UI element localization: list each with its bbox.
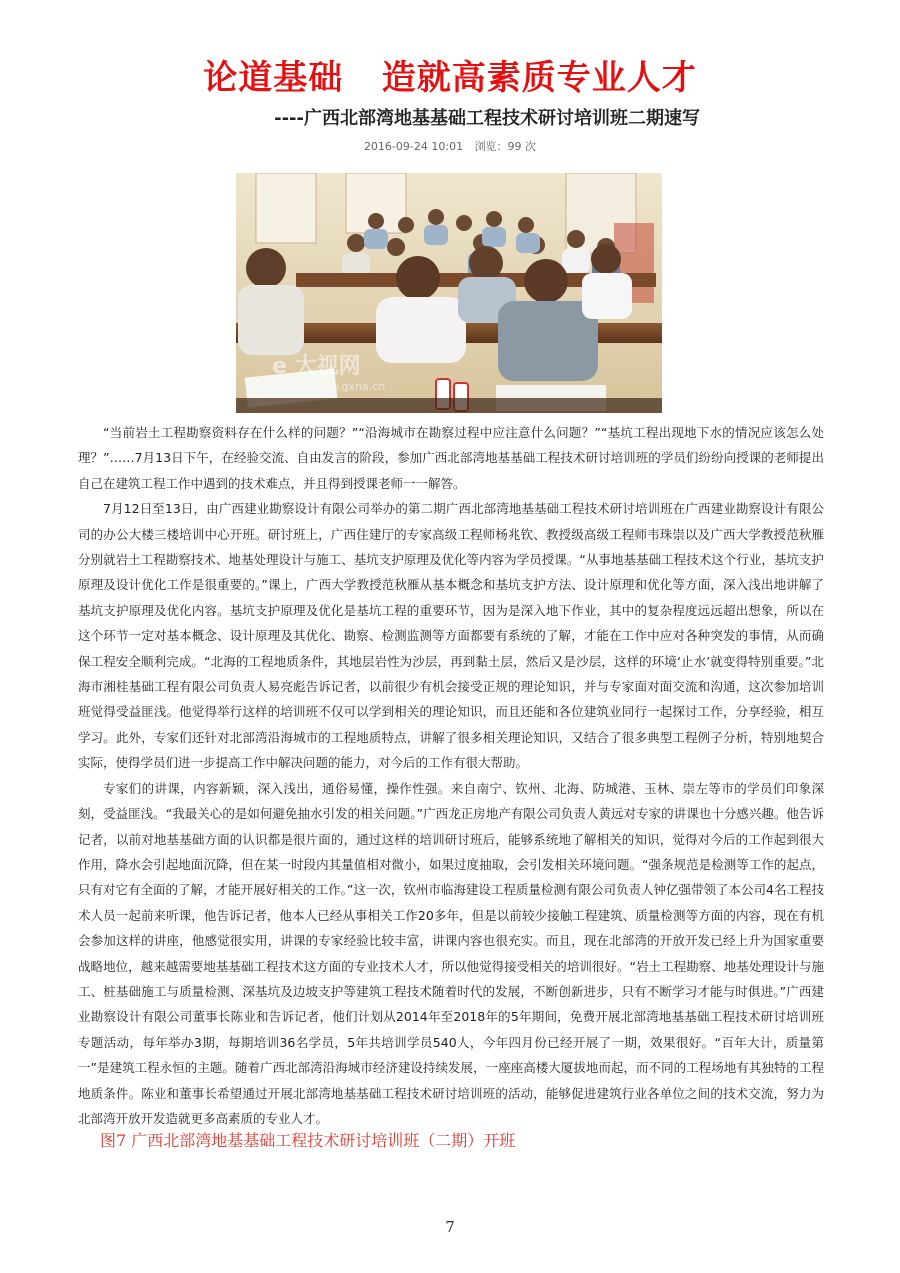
article-title: 论道基础 造就高素质专业人才 <box>203 58 697 98</box>
article-paragraph: 7月12日至13日，由广西建业勘察设计有限公司举办的第二期广西北部湾地基基础工程技术研讨培训班在广西建业勘察设计有限公司的办公大楼三楼培训中心开班。研讨班上，广西住建厅的专家高级工程师杨兆钦、教授级高级工程师韦珠崇以及广西大学教授范秋雁分别就岩土工程勘察技术、地基处理设计与施工、基坑支护原理及优化等内容为学员授课。“从事地基基础工程技术这个行业，基坑支护原理及设计优化工作是很重要的。”课上，广西大学教授范秋雁从基本概念和基坑支护方法、设计原理和优化等方面，深入浅出地讲解了基坑支护原理及优化内容。基坑支护原理及优化是基坑工程的重要环节，因为是深入地下作业，其中的复杂程度远远超出想象，所以在这个环节一定对基本概念、设计原理及其优化、勘察、检测监测等方面都要有系统的了解，才能在工作中应对各种突发的事情，从而确保工程安全顺利完成。“北海的工程地质条件，其地层岩性为沙层，再到黏土层，然后又是沙层，这样的环境‘止水’就变得特别重要。”北海市湘桂基础工程有限公司负责人易亮彪告诉记者，以前很少有机会接受正规的理论知识，并与专家面对面交流和沟通，这次参加培训班觉得受益匪浅。他觉得举行这样的培训班不仅可以学到相关的理论知识，而且还能和各位建筑业同行一起探讨工作，分享经验，相互学习。此外，专家们还针对北部湾沿海城市的工程地质特点，讲解了很多相关理论知识，又结合了很多典型工程例子分析，特别地契合实际，使得学员们进一步提高工作中解决问题的能力，对今后的工作有很大帮助。 <box>78 501 824 771</box>
article-paragraph: 专家们的讲课，内容新颖，深入浅出，通俗易懂，操作性强。来自南宁、钦州、北海、防城港、玉林、崇左等市的学员们印象深刻，受益匪浅。“我最关心的是如何避免抽水引发的相关问题。”广西龙正房地产有限公司负责人黄远对专家的讲课也十分感兴趣。他告诉记者，以前对地基基础方面的认识都是很片面的，通过这样的培训研讨班后，能够系统地了解相关的知识，觉得对今后的工作起到很大作用，降水会引起地面沉降，但在某一时段内其量值相对微小，如果过度抽取，会引发相关环境问题。“强条规范是检测等工作的起点，只有对它有全面的了解，才能开展好相关的工作。”这一次，钦州市临海建设工程质量检测有限公司负责人钟亿强带领了本公司4名工程技术人员一起前来听课，他告诉记者，他本人已经从事相关工作20多年，但是以前较少接触工程建筑、质量检测等方面的内容，现在有机会参加这样的讲座，他感觉很实用，讲课的专家经验比较丰富，讲课内容也很充实。而且，现在北部湾的开放开发已经上升为国家重要战略地位，越来越需要地基基础工程技术这方面的专业技术人才，所以他觉得接受相关的培训很好。“岩土工程勘察、地基处理设计与施工、桩基础施工与质量检测、深基坑及边坡支护等建筑工程技术随着时代的发展，不断创新进步，只有不断学习才能与时俱进。”广西建业勘察设计有限公司董事长陈业和告诉记者，他们计划从2014年至2018年的5年期间，免费开展北部湾地基基础工程技术研讨培训班专题活动，每年举办3期，每期培训36名学员，5年共培训学员540人，今年四月份已经开展了一期，效果很好。“百年大计，质量第一”是建筑工程永恒的主题。随着广西北部湾沿海城市经济建设持续发展，一座座高楼大厦拔地而起，而不同的工程场地有其独特的工程地质条件。陈业和董事长希望通过开展北部湾地基基础工程技术研讨培训班的活动，能够促进建筑行业各单位之间的技术交流，努力为北部湾开放开发造就更多高素质的专业人才。 <box>78 780 824 1126</box>
figure-caption: 图7 广西北部湾地基基础工程技术研讨培训班（二期）开班 <box>100 1131 516 1150</box>
article-meta <box>0 138 900 154</box>
article-body <box>78 420 824 1131</box>
page-number: 7 <box>445 1218 455 1236</box>
classroom-photo <box>236 173 662 413</box>
view-count: 浏览：99 次 <box>474 140 537 153</box>
watermark-logo: e 大视网 www.gxna.cn <box>272 354 386 393</box>
article-subtitle: ----广西北部湾地基基础工程技术研讨培训班二期速写 <box>274 108 700 129</box>
publish-date: 2016-09-24 10:01 <box>363 140 464 153</box>
article-paragraph: “当前岩土工程勘察资料存在什么样的问题？”“沿海城市在勘察过程中应注意什么问题？”“基坑工程出现地下水的情况应该怎么处理？”……7月13日下午，在经验交流、自由发言的阶段，参加广西北部湾地基基础工程技术研讨培训班的学员们纷纷向授课的老师提出自己在建筑工程工作中遇到的技术难点，并且得到授课老师一一解答。 <box>78 425 824 491</box>
